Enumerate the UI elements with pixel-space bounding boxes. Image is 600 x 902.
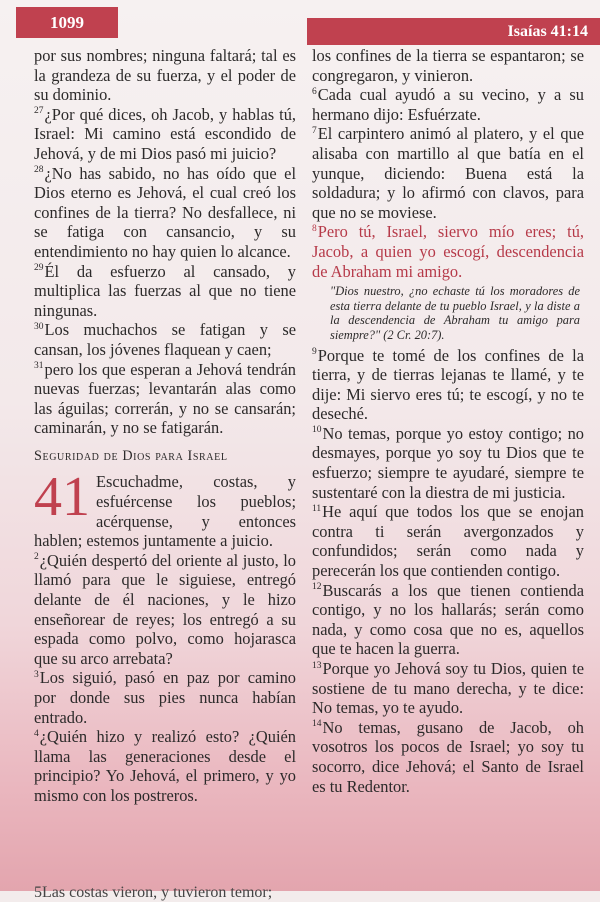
right-verses-a	[312, 46, 584, 222]
verse-text: Porque te tomé de los confines de la tierra, y de tierras lejanas te llamé, y te dije: Mi siervo eres tú; te escogí, y no te deseché.	[312, 345, 584, 424]
verse	[34, 727, 296, 805]
verse-number: 14	[312, 719, 322, 730]
verse	[312, 46, 584, 85]
verse-text: ¿Por qué dices, oh Jacob, y hablas tú, Israel: Mi camino está escondido de Jehová, y de mi Dios pasó mi juicio?	[34, 104, 296, 163]
verse	[34, 551, 296, 669]
verse	[312, 124, 584, 222]
right-verses-b	[312, 346, 584, 797]
verse-number: 4	[34, 728, 39, 739]
left-verses	[34, 46, 296, 438]
reference-tab	[307, 18, 600, 45]
cutoff-line: 5Las costas vieron, y tuvieron temor;	[34, 884, 273, 901]
verse-number: 11	[312, 503, 322, 514]
verse-number: 10	[312, 425, 322, 436]
verse-text: Escuchadme, costas, y esfuércense los pueblos; acérquense, y entonces hablen; estemos juntamente a juicio.	[34, 472, 296, 551]
verse	[34, 105, 296, 164]
verse-number: 7	[312, 125, 317, 136]
right-column	[312, 46, 584, 796]
verse	[312, 718, 584, 796]
verse-number: 31	[34, 361, 44, 372]
verse-number: 27	[34, 106, 44, 117]
verse	[34, 360, 296, 438]
verse	[312, 346, 584, 424]
verse-text: No temas, porque yo estoy contigo; no desmayes, porque yo soy tu Dios que te esfuerzo; siempre te ayudaré, siempre te sustentaré con la diestra de mi justicia.	[312, 423, 584, 502]
verse-number: 2	[34, 552, 39, 563]
verse	[312, 659, 584, 718]
verse-text: ¿Quién hizo y realizó esto? ¿Quién llama las generaciones desde el principio? Yo Jehová, el primero, y yo mismo con los postreros.	[34, 727, 296, 805]
verse-text: Los muchachos se fatigan y se cansan, los jóvenes flaquean y caen;	[34, 320, 296, 359]
verse-text: Buscarás a los que tienen contienda contigo, y no los hallarás; serán como nada, y como cosa que no es, aquellos que te hacen la guerra.	[312, 580, 584, 659]
page-number: 1099	[50, 12, 84, 32]
verse	[34, 668, 296, 727]
verse-text: ¿No has sabido, no has oído que el Dios eterno es Jehová, el cual creó los confines de la tierra? No desfallece, ni se fatiga con cansancio, y su entendimiento no hay quien lo alcance.	[34, 163, 296, 261]
verse-number: 28	[34, 165, 44, 176]
chapter-number: 41	[34, 466, 90, 529]
verse-number: 8	[312, 223, 317, 234]
verse-text: Los siguió, pasó en paz por camino por donde sus pies nunca habían entrado.	[34, 668, 296, 727]
verse-number: 12	[312, 582, 322, 593]
verse	[312, 581, 584, 659]
verse	[312, 502, 584, 580]
chapter-reference: Isaías 41:14	[507, 22, 588, 40]
verse	[34, 164, 296, 262]
verse	[312, 424, 584, 502]
verse	[34, 320, 296, 359]
section-heading: Seguridad de Dios para Israel	[34, 447, 228, 464]
verse-text: El carpintero animó al platero, y el que alisaba con martillo al que batía en el yunque, diciendo: Buena está la soldadura; y lo afirmó con clavos, para que no se moviese.	[312, 124, 584, 222]
page-number-tab	[16, 7, 118, 38]
verse-number: 29	[34, 263, 44, 274]
verse	[34, 262, 296, 321]
verse-number: 9	[312, 347, 317, 358]
cross-reference-quote: "Dios nuestro, ¿no echaste tú los moradores de esta tierra delante de tu pueblo Israel, y la diste a la descendencia de Abraham tu amigo para siempre?" (2 Cr. 20:7).	[330, 284, 580, 342]
left-column	[34, 46, 296, 806]
verse	[312, 85, 584, 124]
verse-number: 6	[312, 86, 317, 97]
verse-text: He aquí que todos los que se enojan contra ti serán avergonzados y confundidos; serán como nada y perecerán los que contienden contigo.	[312, 502, 584, 581]
verse-text: pero los que esperan a Jehová tendrán nuevas fuerzas; levantarán alas como las águilas; correrán, y no se cansarán; caminarán, y no se fatigarán.	[34, 359, 296, 438]
verse-text: los confines de la tierra se espantaron; se congregaron, y vinieron.	[312, 46, 584, 85]
verse-number: 13	[312, 660, 322, 671]
verse	[34, 46, 296, 105]
verse-text: ¿Quién despertó del oriente al justo, lo llamó para que le siguiese, entregó delante de él naciones, y le hizo enseñorear de reyes; los entregó a su espada como polvo, como hojarasca que su arco arrebata?	[34, 550, 296, 668]
verse-text: Él da esfuerzo al cansado, y multiplica las fuerzas al que no tiene ningunas.	[34, 261, 296, 320]
verse-number: 30	[34, 321, 44, 332]
verse-highlighted	[312, 222, 584, 281]
verse-text: por sus nombres; ninguna faltará; tal es la grandeza de su fuerza, y el poder de su dominio.	[34, 46, 296, 105]
verse-text: No temas, gusano de Jacob, oh vosotros los pocos de Israel; yo soy tu socorro, dice Jehová; el Santo de Israel es tu Redentor.	[312, 717, 584, 796]
verse-number: 3	[34, 669, 39, 680]
verse-text: Cada cual ayudó a su vecino, y a su hermano dijo: Esfuérzate.	[312, 85, 584, 124]
verse-text: Porque yo Jehová soy tu Dios, quien te sostiene de tu mano derecha, y te dice: No temas, yo te ayudo.	[312, 659, 584, 718]
verse-text: Pero tú, Israel, siervo mío eres; tú, Jacob, a quien yo escogí, descendencia de Abraham mi amigo.	[312, 222, 584, 281]
chapter-block	[34, 466, 296, 805]
